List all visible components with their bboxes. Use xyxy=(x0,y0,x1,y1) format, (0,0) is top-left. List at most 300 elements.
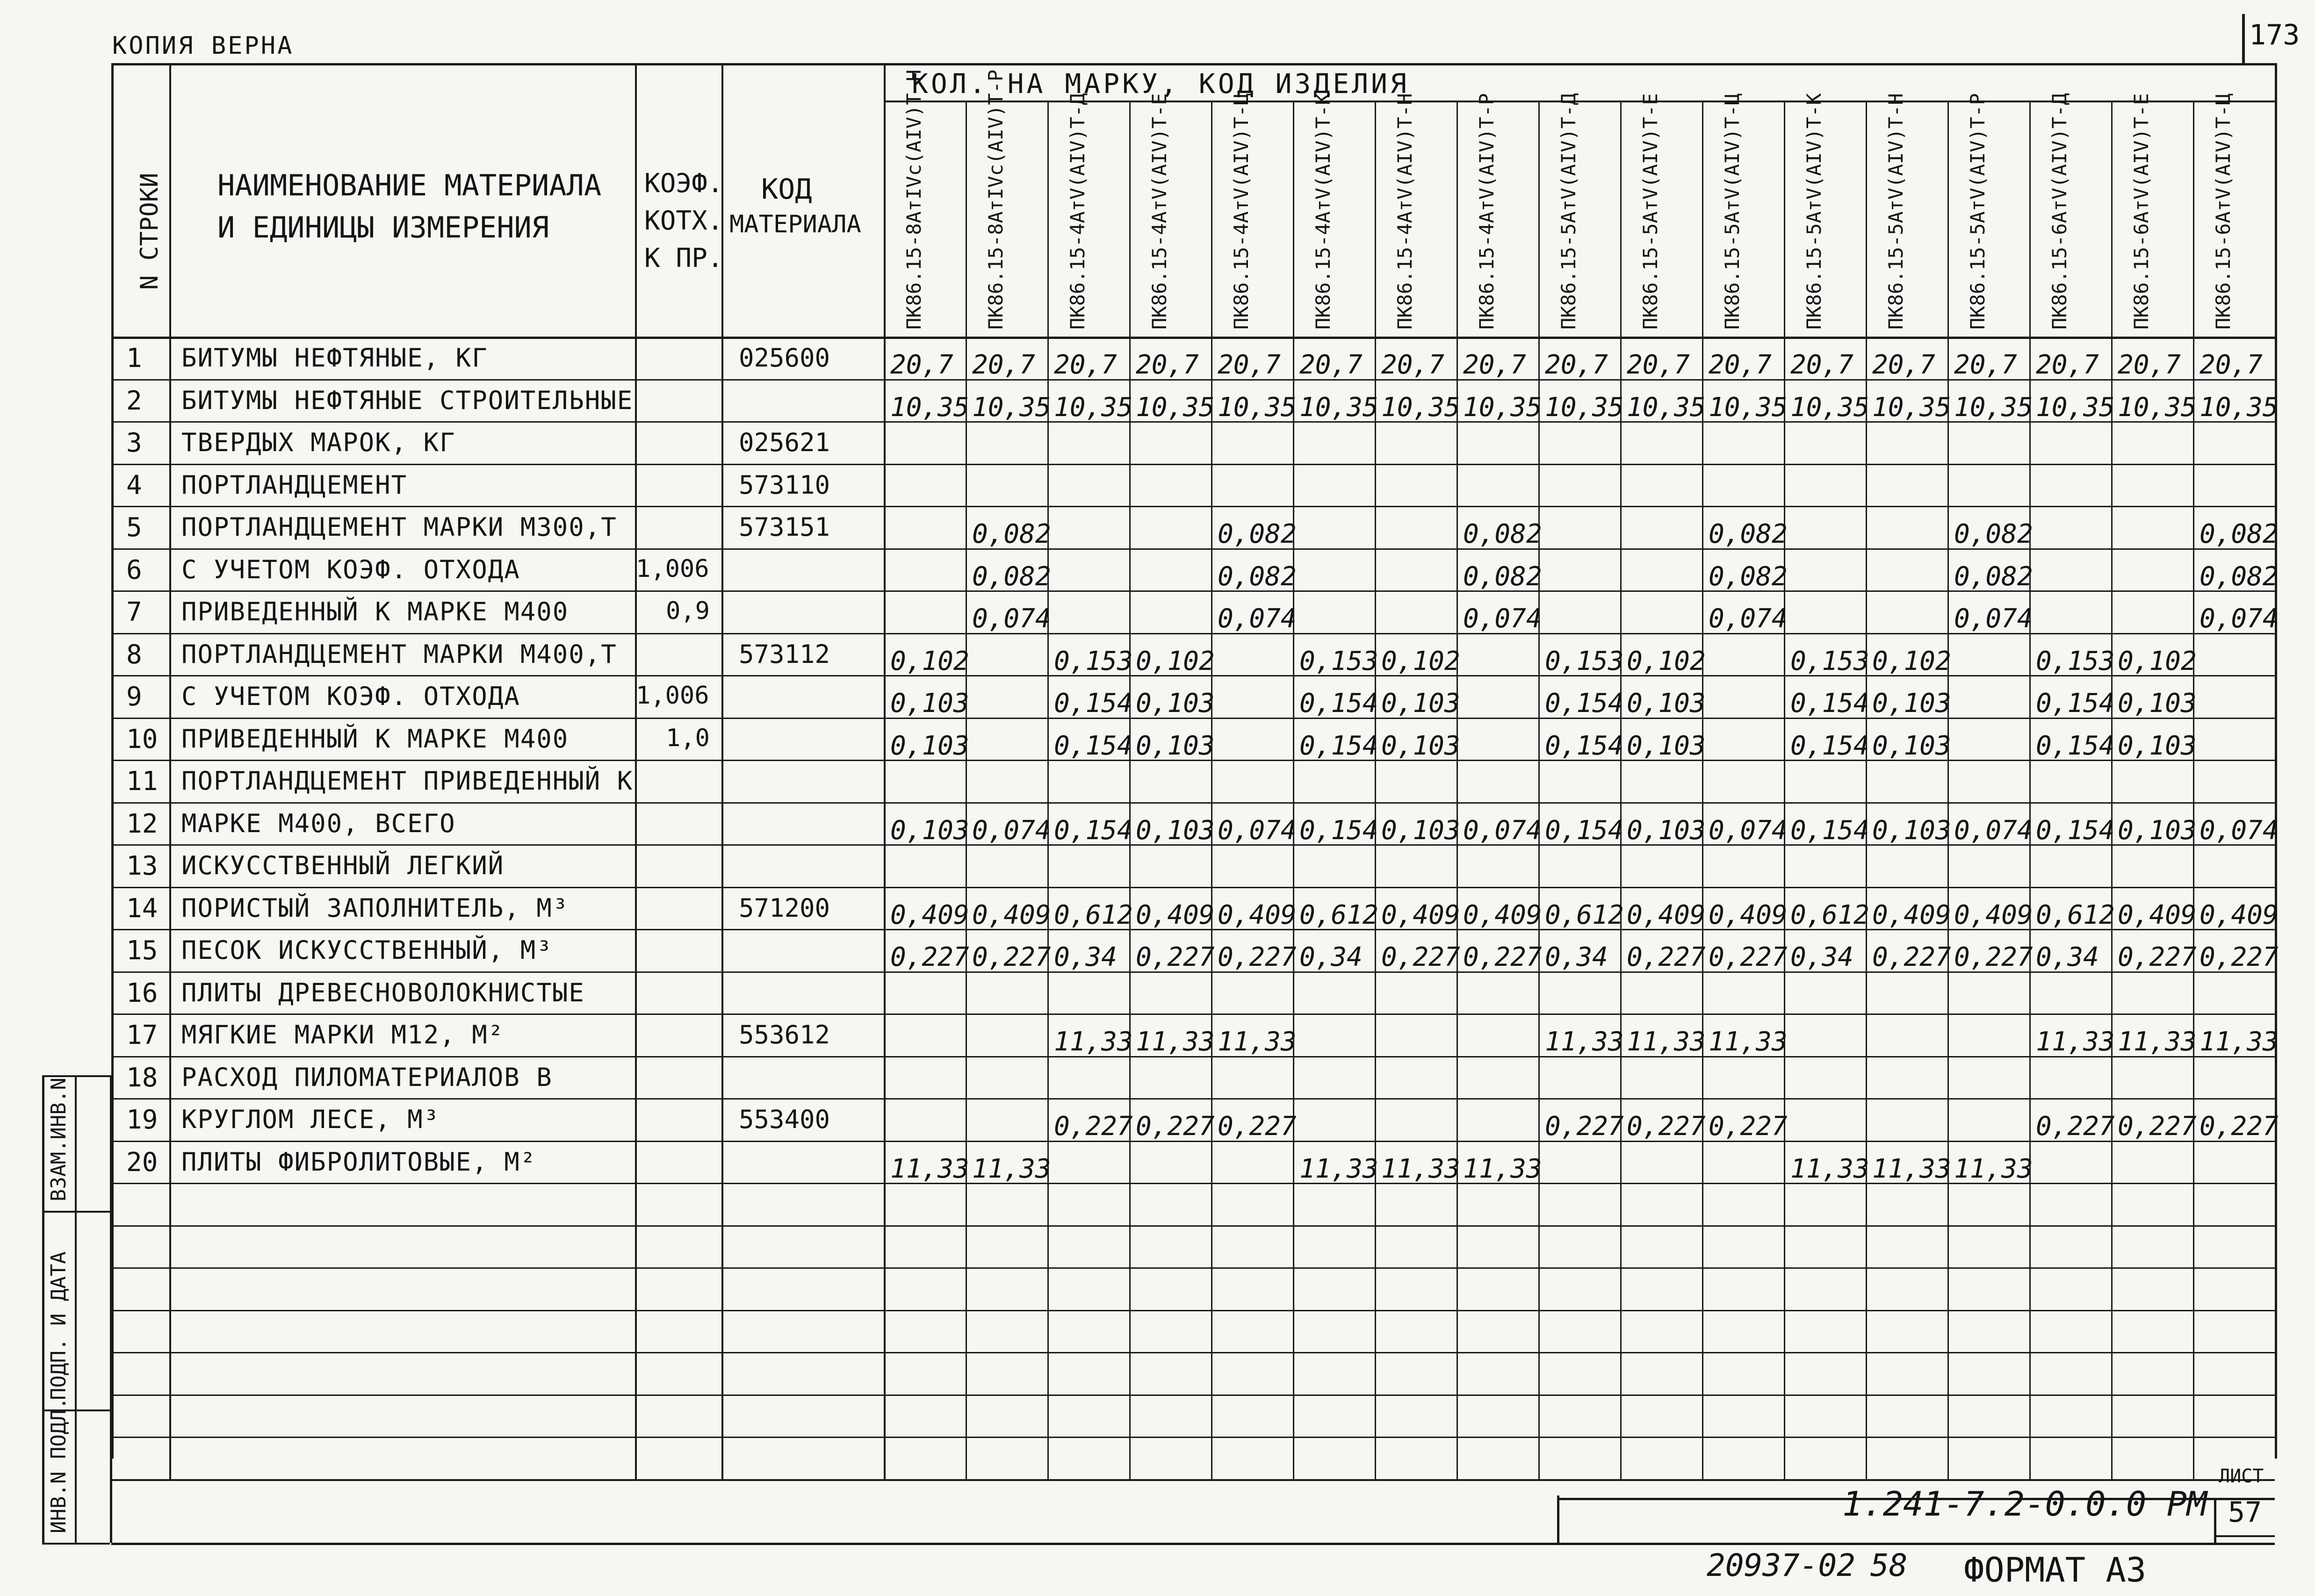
quantity-value: 0,154 xyxy=(1299,730,1378,761)
quantity-value: 0,154 xyxy=(1054,688,1133,719)
quantity-value: 0,082 xyxy=(1218,561,1297,592)
quantity-value: 20,7 xyxy=(1136,350,1199,380)
stamp-divider xyxy=(42,1543,110,1545)
quantity-value: 11,33 xyxy=(1545,1027,1624,1057)
quantity-value: 0,074 xyxy=(1709,604,1788,634)
row-divider xyxy=(111,1014,2275,1015)
quantity-value: 10,35 xyxy=(1627,392,1706,423)
quantity-value: 0,409 xyxy=(1872,899,1951,930)
row-divider xyxy=(111,1395,2275,1396)
quantity-value: 0,074 xyxy=(2200,604,2279,634)
material-name: КРУГЛОМ ЛЕСЕ, М³ xyxy=(181,1105,440,1134)
product-code-header: ПК86.15-5АтV(АIV)Т-Д xyxy=(1557,93,1580,330)
title-block-sheet-label-line xyxy=(2214,1535,2275,1537)
quantity-value: 0,227 xyxy=(1463,942,1542,972)
quantity-value: 20,7 xyxy=(1627,350,1690,380)
table-top-border xyxy=(111,63,2275,65)
title-block-left xyxy=(1557,1495,1559,1546)
footer-archive-number: 20937-02 xyxy=(1707,1547,1855,1583)
quantity-value: 10,35 xyxy=(1790,392,1869,423)
header-bottom-border xyxy=(111,337,2275,339)
material-name: РАСХОД ПИЛОМАТЕРИАЛОВ В xyxy=(181,1062,553,1092)
quantity-value: 0,103 xyxy=(2118,688,2197,719)
quantity-value: 0,153 xyxy=(1299,646,1378,676)
row-divider xyxy=(111,1352,2275,1353)
header-code-line2: МАТЕРИАЛА xyxy=(729,210,861,238)
quantity-value: 0,409 xyxy=(2200,899,2279,930)
row-number: 5 xyxy=(126,512,142,543)
quantity-value: 20,7 xyxy=(1218,350,1281,380)
quantity-value: 20,7 xyxy=(2200,350,2263,380)
material-name: МЯГКИЕ МАРКИ М12, М² xyxy=(181,1020,505,1050)
stamp-border xyxy=(75,1075,77,1543)
row-number: 13 xyxy=(126,851,158,881)
material-name: БИТУМЫ НЕФТЯНЫЕ, КГ xyxy=(181,343,488,373)
product-code-header: ПК86.15-5АтV(АIV)Т-Е xyxy=(1639,93,1662,330)
quantity-value: 11,33 xyxy=(1463,1153,1542,1184)
row-divider xyxy=(111,633,2275,634)
material-code: 025621 xyxy=(739,428,830,457)
row-divider xyxy=(111,464,2275,465)
quantity-value: 0,082 xyxy=(2200,561,2279,592)
row-divider xyxy=(111,1267,2275,1269)
product-code-header: ПК86.15-4АтV(АIV)Т-Р xyxy=(1475,93,1498,330)
product-column-divider xyxy=(2029,101,2031,1479)
quantity-value: 11,33 xyxy=(1709,1027,1788,1057)
quantity-value: 0,074 xyxy=(1954,604,2033,634)
quantity-value: 0,409 xyxy=(2118,899,2197,930)
quantity-value: 11,33 xyxy=(1954,1153,2033,1184)
quantity-value: 0,227 xyxy=(1136,942,1215,972)
header-row-number: N СТРОКИ xyxy=(136,173,164,290)
quantity-value: 10,35 xyxy=(890,392,969,423)
quantity-value: 0,227 xyxy=(1954,942,2033,972)
quantity-value: 0,227 xyxy=(2118,1111,2197,1142)
sheet-label: ЛИСТ xyxy=(2219,1466,2264,1487)
quantity-value: 0,082 xyxy=(1709,519,1788,549)
row-number: 16 xyxy=(126,978,158,1008)
quantity-value: 0,154 xyxy=(2036,688,2115,719)
column-divider-name xyxy=(169,63,171,1479)
coefficient: 1,006 xyxy=(636,682,709,710)
row-number: 3 xyxy=(126,428,142,458)
quantity-value: 0,082 xyxy=(1463,561,1542,592)
row-number: 20 xyxy=(126,1147,158,1178)
quantity-value: 0,082 xyxy=(2200,519,2279,549)
quantity-value: 20,7 xyxy=(1872,350,1935,380)
quantity-value: 10,35 xyxy=(1545,392,1624,423)
product-column-divider xyxy=(1947,101,1949,1479)
table-bottom-line xyxy=(111,1479,2275,1481)
header-name-line1: НАИМЕНОВАНИЕ МАТЕРИАЛА xyxy=(217,168,602,202)
coefficient: 1,0 xyxy=(666,724,710,752)
material-name: ПОРИСТЫЙ ЗАПОЛНИТЕЛЬ, М³ xyxy=(181,893,569,923)
material-name: БИТУМЫ НЕФТЯНЫЕ СТРОИТЕЛЬНЫЕ xyxy=(181,385,634,415)
quantity-value: 11,33 xyxy=(1872,1153,1951,1184)
product-code-header: ПК86.15-5АтV(АIV)Т-Ц xyxy=(1721,93,1744,330)
top-right-corner-mark xyxy=(2242,14,2245,65)
quantity-value: 0,153 xyxy=(1790,646,1869,676)
quantity-value: 11,33 xyxy=(2118,1027,2197,1057)
column-divider-coef xyxy=(635,63,637,1479)
quantity-value: 11,33 xyxy=(2036,1027,2115,1057)
quantity-value: 0,154 xyxy=(1299,815,1378,846)
quantity-value: 10,35 xyxy=(1136,392,1215,423)
quantity-value: 10,35 xyxy=(2200,392,2279,423)
product-column-divider xyxy=(1620,101,1622,1479)
row-number: 15 xyxy=(126,935,158,966)
row-divider xyxy=(111,887,2275,888)
row-number: 2 xyxy=(126,385,142,416)
quantity-value: 0,227 xyxy=(890,942,969,972)
row-number: 11 xyxy=(126,766,158,797)
quantity-value: 0,082 xyxy=(972,561,1051,592)
material-name: ПОРТЛАНДЦЕМЕНТ xyxy=(181,470,408,500)
quantity-value: 10,35 xyxy=(1872,392,1951,423)
row-number: 14 xyxy=(126,893,158,924)
quantity-value: 0,102 xyxy=(1872,646,1951,676)
quantity-value: 0,227 xyxy=(1218,942,1297,972)
quantity-value: 0,34 xyxy=(1054,942,1117,972)
stamp-divider xyxy=(42,1211,110,1213)
product-code-header: ПК86.15-6АтV(АIV)Т-Е xyxy=(2130,93,2153,330)
quantity-value: 0,227 xyxy=(2200,1111,2279,1142)
side-stamp-label: ИНВ.N ПОДЛ. xyxy=(47,1397,71,1533)
quantity-value: 0,103 xyxy=(1872,730,1951,761)
sheet-number: 57 xyxy=(2228,1496,2262,1529)
quantity-value: 0,074 xyxy=(1218,604,1297,634)
quantity-value: 0,154 xyxy=(1790,815,1869,846)
quantity-value: 0,154 xyxy=(1545,688,1624,719)
row-divider xyxy=(111,590,2275,592)
quantity-value: 0,227 xyxy=(1381,942,1460,972)
material-code: 025600 xyxy=(739,343,830,373)
quantity-value: 0,103 xyxy=(1627,815,1706,846)
product-code-header: ПК86.15-4АтV(АIV)Т-Ц xyxy=(1230,93,1253,330)
quantity-value: 0,103 xyxy=(1136,730,1215,761)
quantity-value: 0,227 xyxy=(2200,942,2279,972)
row-divider xyxy=(111,548,2275,550)
sheet-number-top: 173 xyxy=(2249,19,2300,51)
product-code-header: ПК86.15-4АтV(АIV)Т-Д xyxy=(1066,93,1089,330)
material-code: 573151 xyxy=(739,512,830,542)
stamp-border xyxy=(110,1075,112,1543)
quantity-value: 0,409 xyxy=(1136,899,1215,930)
row-divider xyxy=(111,1098,2275,1100)
quantity-value: 0,34 xyxy=(1790,942,1853,972)
quantity-value: 0,227 xyxy=(1545,1111,1624,1142)
coefficient: 0,9 xyxy=(666,597,710,625)
copy-certified-note: КОПИЯ ВЕРНА xyxy=(112,32,294,60)
row-divider xyxy=(111,1437,2275,1438)
product-column-divider xyxy=(1375,101,1376,1479)
quantity-value: 0,103 xyxy=(1136,815,1215,846)
product-column-divider xyxy=(966,101,967,1479)
quantity-value: 20,7 xyxy=(1709,350,1772,380)
product-code-header: ПК86.15-5АтV(АIV)Т-Р xyxy=(1966,93,1989,330)
product-column-divider xyxy=(1211,101,1212,1479)
row-number: 19 xyxy=(126,1105,158,1135)
quantity-value: 0,34 xyxy=(1545,942,1608,972)
header-code-line1: КОД xyxy=(761,173,812,206)
quantity-value: 0,154 xyxy=(2036,730,2115,761)
frame-bottom xyxy=(111,1543,2275,1545)
quantity-value: 0,227 xyxy=(1709,942,1788,972)
product-column-divider xyxy=(1293,101,1294,1479)
material-name: ПРИВЕДЕННЫЙ К МАРКЕ М400 xyxy=(181,597,569,626)
quantity-value: 0,154 xyxy=(1545,815,1624,846)
quantity-value: 0,103 xyxy=(2118,815,2197,846)
product-code-header: ПК86.15-8АтIVс(АIV)Т-Н xyxy=(902,69,925,330)
quantity-value: 0,227 xyxy=(1872,942,1951,972)
quantity-value: 0,082 xyxy=(1954,519,2033,549)
material-name: С УЧЕТОМ КОЭФ. ОТХОДА xyxy=(181,682,520,711)
quantity-value: 0,409 xyxy=(972,899,1051,930)
quantity-value: 0,409 xyxy=(1463,899,1542,930)
quantity-value: 0,612 xyxy=(1054,899,1133,930)
quantity-value: 0,103 xyxy=(1381,730,1460,761)
material-name: С УЧЕТОМ КОЭФ. ОТХОДА xyxy=(181,554,520,584)
quantity-value: 0,102 xyxy=(1381,646,1460,676)
quantity-value: 0,102 xyxy=(1627,646,1706,676)
product-code-header: ПК86.15-4АтV(АIV)Т-Е xyxy=(1148,93,1171,330)
quantity-value: 0,074 xyxy=(1218,815,1297,846)
material-name: ПОРТЛАНДЦЕМЕНТ МАРКИ М400,Т xyxy=(181,639,617,669)
quantity-value: 11,33 xyxy=(1299,1153,1378,1184)
quantity-value: 0,074 xyxy=(972,604,1051,634)
quantity-value: 0,153 xyxy=(2036,646,2115,676)
footer-format: ФОРМАТ А3 xyxy=(1964,1550,2147,1589)
product-column-divider xyxy=(1538,101,1540,1479)
material-name: ПЛИТЫ ФИБРОЛИТОВЫЕ, М² xyxy=(181,1147,537,1177)
quantity-value: 0,103 xyxy=(1872,815,1951,846)
quantity-value: 20,7 xyxy=(1463,350,1526,380)
material-name: ТВЕРДЫХ МАРОК, КГ xyxy=(181,428,456,457)
row-number: 4 xyxy=(126,470,142,501)
quantity-value: 11,33 xyxy=(1218,1027,1297,1057)
quantity-value: 0,103 xyxy=(2118,730,2197,761)
quantity-value: 0,102 xyxy=(890,646,969,676)
row-number: 7 xyxy=(126,597,142,627)
quantity-value: 0,612 xyxy=(1790,899,1869,930)
material-code: 553612 xyxy=(739,1020,830,1050)
quantity-value: 0,102 xyxy=(2118,646,2197,676)
quantity-value: 0,153 xyxy=(1545,646,1624,676)
quantity-value: 0,612 xyxy=(2036,899,2115,930)
product-code-header: ПК86.15-4АтV(АIV)Т-К xyxy=(1312,93,1334,330)
quantity-value: 0,103 xyxy=(1872,688,1951,719)
quantity-value: 0,082 xyxy=(1218,519,1297,549)
quantity-value: 0,103 xyxy=(1136,688,1215,719)
product-column-divider xyxy=(1784,101,1785,1479)
quantity-value: 0,074 xyxy=(1463,604,1542,634)
quantity-value: 11,33 xyxy=(1054,1027,1133,1057)
product-column-divider xyxy=(1457,101,1458,1479)
row-number: 10 xyxy=(126,724,158,755)
quantity-value: 20,7 xyxy=(2118,350,2181,380)
quantity-value: 20,7 xyxy=(1790,350,1853,380)
quantity-value: 0,227 xyxy=(1709,1111,1788,1142)
quantity-value: 0,154 xyxy=(1790,688,1869,719)
document-code: 1.241-7.2-0.0.0 РМ xyxy=(1842,1484,2207,1524)
quantity-value: 0,227 xyxy=(1627,1111,1706,1142)
quantity-value: 0,074 xyxy=(1709,815,1788,846)
quantity-value: 0,103 xyxy=(1381,815,1460,846)
quantity-value: 0,074 xyxy=(972,815,1051,846)
quantity-value: 0,409 xyxy=(1627,899,1706,930)
column-divider-code xyxy=(721,63,723,1479)
product-column-divider xyxy=(2193,101,2194,1479)
quantity-value: 11,33 xyxy=(1790,1153,1869,1184)
quantity-value: 20,7 xyxy=(972,350,1035,380)
material-name: ПОРТЛАНДЦЕМЕНТ МАРКИ М300,Т xyxy=(181,512,617,542)
quantity-value: 0,227 xyxy=(972,942,1051,972)
quantity-value: 0,227 xyxy=(2036,1111,2115,1142)
row-number: 6 xyxy=(126,554,142,585)
row-number: 12 xyxy=(126,808,158,839)
row-divider xyxy=(111,506,2275,507)
product-code-header: ПК86.15-5АтV(АIV)Т-К xyxy=(1803,93,1825,330)
product-column-divider xyxy=(1047,101,1049,1479)
quantity-value: 0,227 xyxy=(2118,942,2197,972)
row-number: 18 xyxy=(126,1062,158,1093)
quantity-value: 20,7 xyxy=(1954,350,2017,380)
quantity-value: 0,227 xyxy=(1218,1111,1297,1142)
quantity-value: 20,7 xyxy=(1054,350,1117,380)
header-coef-line1: КОЭФ. xyxy=(644,168,723,199)
quantity-value: 0,074 xyxy=(1954,815,2033,846)
quantity-value: 10,35 xyxy=(1218,392,1297,423)
product-column-divider xyxy=(2111,101,2113,1479)
header-name-line2: И ЕДИНИЦЫ ИЗМЕРЕНИЯ xyxy=(217,210,549,244)
table-right-border xyxy=(2275,63,2277,1459)
quantity-value: 0,082 xyxy=(1709,561,1788,592)
stamp-border xyxy=(42,1075,44,1543)
quantity-value: 20,7 xyxy=(1545,350,1608,380)
quantity-value: 10,35 xyxy=(1709,392,1788,423)
quantity-value: 20,7 xyxy=(2036,350,2099,380)
quantity-value: 20,7 xyxy=(890,350,953,380)
row-number: 1 xyxy=(126,343,142,374)
quantity-value: 0,103 xyxy=(1627,688,1706,719)
quantity-value: 0,153 xyxy=(1054,646,1133,676)
quantity-value: 0,154 xyxy=(1299,688,1378,719)
quantity-value: 10,35 xyxy=(1463,392,1542,423)
product-code-header: ПК86.15-5АтV(АIV)Т-Н xyxy=(1884,93,1907,330)
quantity-value: 0,074 xyxy=(1463,815,1542,846)
material-name: ПРИВЕДЕННЫЙ К МАРКЕ М400 xyxy=(181,724,569,754)
material-name: ПЕСОК ИСКУССТВЕННЫЙ, М³ xyxy=(181,935,553,965)
quantity-value: 0,154 xyxy=(2036,815,2115,846)
quantity-value: 11,33 xyxy=(1381,1153,1460,1184)
product-code-header: ПК86.15-4АтV(АIV)Т-Н xyxy=(1393,93,1416,330)
row-number: 17 xyxy=(126,1020,158,1050)
product-column-divider xyxy=(1702,101,1703,1479)
quantity-value: 0,154 xyxy=(1054,815,1133,846)
material-code: 573112 xyxy=(739,639,830,669)
quantity-value: 10,35 xyxy=(1299,392,1378,423)
row-number: 9 xyxy=(126,682,142,712)
quantity-value: 0,103 xyxy=(890,688,969,719)
material-code: 573110 xyxy=(739,470,830,500)
quantity-value: 0,612 xyxy=(1545,899,1624,930)
quantity-value: 10,35 xyxy=(2036,392,2115,423)
product-code-header: ПК86.15-8АтIVс(АIV)Т-Р xyxy=(984,69,1007,330)
quantity-value: 11,33 xyxy=(1136,1027,1215,1057)
quantity-value: 0,227 xyxy=(1054,1111,1133,1142)
quantity-value: 20,7 xyxy=(1299,350,1363,380)
coefficient: 1,006 xyxy=(636,554,709,583)
quantity-value: 0,154 xyxy=(1790,730,1869,761)
material-name: ПЛИТЫ ДРЕВЕСНОВОЛОКНИСТЫЕ xyxy=(181,978,585,1007)
quantity-value: 10,35 xyxy=(1381,392,1460,423)
quantity-value: 11,33 xyxy=(1627,1027,1706,1057)
row-divider xyxy=(111,1310,2275,1311)
quantity-value: 0,082 xyxy=(972,519,1051,549)
side-stamp-label: ВЗАМ.ИНВ.N xyxy=(47,1078,71,1201)
material-code: 553400 xyxy=(739,1105,830,1134)
row-number: 8 xyxy=(126,639,142,670)
quantity-value: 0,612 xyxy=(1299,899,1378,930)
product-code-header: ПК86.15-6АтV(АIV)Т-Ц xyxy=(2212,93,2235,330)
quantity-value: 0,082 xyxy=(1463,519,1542,549)
quantity-value: 10,35 xyxy=(2118,392,2197,423)
side-stamp-label: ПОДП. И ДАТА xyxy=(47,1251,71,1400)
header-quantity-per-mark: КОЛ. НА МАРКУ, КОД ИЗДЕЛИЯ xyxy=(912,68,1409,100)
quantity-value: 0,34 xyxy=(2036,942,2099,972)
quantity-value: 0,409 xyxy=(1381,899,1460,930)
quantity-value: 0,154 xyxy=(1054,730,1133,761)
quantity-value: 0,227 xyxy=(1136,1111,1215,1142)
quantity-value: 0,154 xyxy=(1545,730,1624,761)
quantity-value: 0,34 xyxy=(1299,942,1363,972)
quantity-value: 0,227 xyxy=(1627,942,1706,972)
quantity-value: 0,409 xyxy=(1218,899,1297,930)
product-column-divider xyxy=(1129,101,1131,1479)
material-name: МАРКЕ М400, ВСЕГО xyxy=(181,808,456,838)
quantity-value: 10,35 xyxy=(1054,392,1133,423)
quantity-value: 11,33 xyxy=(2200,1027,2279,1057)
header-coef-line2: КОТХ. xyxy=(644,206,723,236)
quantity-value: 11,33 xyxy=(972,1153,1051,1184)
quantity-value: 10,35 xyxy=(1954,392,2033,423)
quantity-value: 0,409 xyxy=(1709,899,1788,930)
stamp-divider xyxy=(42,1075,110,1077)
column-divider-products xyxy=(884,63,886,1479)
quantity-value: 0,409 xyxy=(890,899,969,930)
quantity-value: 0,103 xyxy=(890,730,969,761)
product-column-divider xyxy=(1866,101,1867,1479)
quantity-value: 10,35 xyxy=(972,392,1051,423)
material-name: ПОРТЛАНДЦЕМЕНТ ПРИВЕДЕННЫЙ К xyxy=(181,766,634,796)
material-name: ИСКУССТВЕННЫЙ ЛЕГКИЙ xyxy=(181,851,505,880)
quantity-value: 0,074 xyxy=(2200,815,2279,846)
product-code-header: ПК86.15-6АтV(АIV)Т-Д xyxy=(2048,93,2071,330)
quantity-value: 0,103 xyxy=(890,815,969,846)
header-coef-line3: К ПР. xyxy=(644,243,723,273)
quantity-value: 11,33 xyxy=(890,1153,969,1184)
quantity-value: 0,102 xyxy=(1136,646,1215,676)
footer-page-seq: 58 xyxy=(1870,1547,1908,1583)
quantity-value: 0,103 xyxy=(1627,730,1706,761)
quantity-value: 0,082 xyxy=(1954,561,2033,592)
row-divider xyxy=(111,1225,2275,1227)
row-divider xyxy=(111,802,2275,804)
quantity-value: 0,103 xyxy=(1381,688,1460,719)
quantity-value: 20,7 xyxy=(1381,350,1444,380)
quantity-value: 0,409 xyxy=(1954,899,2033,930)
material-code: 571200 xyxy=(739,893,830,923)
